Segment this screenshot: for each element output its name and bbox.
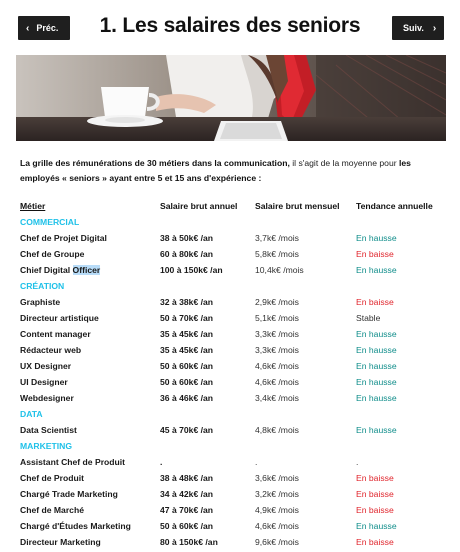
monthly-salary: 3,7k€ /mois: [255, 233, 299, 243]
monthly-salary: 3,6k€ /mois: [255, 473, 299, 483]
table-row: [0, 377, 460, 391]
section-data: DATA: [20, 409, 43, 419]
trend: En hausse: [356, 425, 397, 435]
job-name-start: Chief Digital: [20, 265, 73, 275]
monthly-salary: 3,3k€ /mois: [255, 329, 299, 339]
monthly-salary: 4,6k€ /mois: [255, 521, 299, 531]
section-marketing: MARKETING: [20, 441, 73, 451]
annual-salary: 50 à 60k€ /an: [160, 361, 214, 371]
chevron-right-icon: ›: [432, 22, 437, 34]
table-row: [0, 249, 460, 263]
next-button-label: Suiv.: [403, 23, 424, 33]
trend: En baisse: [356, 297, 394, 307]
annual-salary: 38 à 50k€ /an: [160, 233, 214, 243]
annual-salary: 100 à 150k€ /an: [160, 265, 223, 275]
trend: Stable: [356, 313, 381, 323]
monthly-salary: .: [255, 457, 258, 467]
annual-salary: 38 à 48k€ /an: [160, 473, 214, 483]
job-name: Chargé d'Études Marketing: [20, 521, 131, 531]
trend: En hausse: [356, 233, 397, 243]
header-trend: Tendance annuelle: [356, 201, 433, 211]
table-row: [0, 265, 460, 279]
trend: En hausse: [356, 265, 397, 275]
trend: En baisse: [356, 537, 394, 547]
job-name: Data Scientist: [20, 425, 77, 435]
intro-text: [20, 156, 440, 186]
table-row: [0, 329, 460, 343]
job-name: Assistant Chef de Produit: [20, 457, 126, 467]
job-name: Chef de Projet Digital: [20, 233, 107, 243]
section-commercial: COMMERCIAL: [20, 217, 80, 227]
page-title: 1. Les salaires des seniors: [99, 14, 361, 37]
prev-button-label: Préc.: [36, 23, 59, 33]
monthly-salary: 4,8k€ /mois: [255, 425, 299, 435]
annual-salary: 50 à 60k€ /an: [160, 377, 214, 387]
table-row: [0, 297, 460, 311]
annual-salary: 35 à 45k€ /an: [160, 345, 214, 355]
annual-salary: 34 à 42k€ /an: [160, 489, 214, 499]
chevron-left-icon: ‹: [26, 22, 30, 34]
trend: En hausse: [356, 393, 397, 403]
selected-text[interactable]: Officer: [72, 265, 101, 275]
trend: .: [356, 457, 359, 467]
annual-salary: .: [160, 457, 163, 467]
job-name: UI Designer: [20, 377, 68, 387]
job-name: Graphiste: [20, 297, 61, 307]
header-monthly: Salaire brut mensuel: [255, 201, 340, 211]
annual-salary: 80 à 150k€ /an: [160, 537, 218, 547]
monthly-salary: 5,8k€ /mois: [255, 249, 299, 259]
trend: En baisse: [356, 489, 394, 499]
intro-regular: il s'agit de la moyenne pour: [289, 158, 399, 168]
job-name: Chef de Produit: [20, 473, 84, 483]
annual-salary: 60 à 80k€ /an: [160, 249, 214, 259]
annual-salary: 50 à 70k€ /an: [160, 313, 214, 323]
job-name: Content manager: [20, 329, 91, 339]
table-row: [0, 489, 460, 503]
job-name: Directeur artistique: [20, 313, 99, 323]
job-name: [20, 265, 100, 275]
monthly-salary: 4,9k€ /mois: [255, 505, 299, 515]
monthly-salary: 4,6k€ /mois: [255, 361, 299, 371]
annual-salary: 47 à 70k€ /an: [160, 505, 214, 515]
job-name: Directeur Marketing: [20, 537, 101, 547]
table-row: [0, 361, 460, 375]
monthly-salary: 3,3k€ /mois: [255, 345, 299, 355]
monthly-salary: 4,6k€ /mois: [255, 377, 299, 387]
monthly-salary: 3,2k€ /mois: [255, 489, 299, 499]
trend: En baisse: [356, 473, 394, 483]
table-row: [0, 457, 460, 471]
trend: En baisse: [356, 249, 394, 259]
table-row: [0, 233, 460, 247]
table-row: [0, 393, 460, 407]
next-button[interactable]: [392, 16, 444, 40]
trend: En hausse: [356, 345, 397, 355]
trend: En hausse: [356, 521, 397, 531]
table-row: [0, 505, 460, 519]
job-name: Chargé Trade Marketing: [20, 489, 118, 499]
annual-salary: 32 à 38k€ /an: [160, 297, 214, 307]
job-name: Rédacteur web: [20, 345, 82, 355]
annual-salary: 45 à 70k€ /an: [160, 425, 214, 435]
trend: En hausse: [356, 329, 397, 339]
table-header: [0, 201, 460, 215]
table-row: [0, 425, 460, 439]
trend: En hausse: [356, 361, 397, 371]
intro-bold-2: les employés « seniors » ayant entre 5 et 15 ans d'expérience :: [20, 158, 411, 183]
hero-image: [16, 55, 446, 141]
annual-salary: 35 à 45k€ /an: [160, 329, 214, 339]
header-annual: Salaire brut annuel: [160, 201, 238, 211]
monthly-salary: 10,4k€ /mois: [255, 265, 304, 275]
table-row: [0, 345, 460, 359]
monthly-salary: 2,9k€ /mois: [255, 297, 299, 307]
monthly-salary: 5,1k€ /mois: [255, 313, 299, 323]
section-creation: CRÉATION: [20, 281, 65, 291]
table-row: [0, 473, 460, 487]
job-name: Webdesigner: [20, 393, 74, 403]
job-name: UX Designer: [20, 361, 72, 371]
monthly-salary: 3,4k€ /mois: [255, 393, 299, 403]
monthly-salary: 9,6k€ /mois: [255, 537, 299, 547]
annual-salary: 50 à 60k€ /an: [160, 521, 214, 531]
annual-salary: 36 à 46k€ /an: [160, 393, 214, 403]
trend: En baisse: [356, 505, 394, 515]
job-name: Chef de Marché: [20, 505, 84, 515]
table-row: [0, 537, 460, 551]
table-row: [0, 521, 460, 535]
trend: En hausse: [356, 377, 397, 387]
table-row: [0, 313, 460, 327]
header-job: Métier: [20, 201, 46, 211]
job-name: Chef de Groupe: [20, 249, 85, 259]
intro-bold-1: La grille des rémunérations de 30 métiers dans la communication,: [20, 158, 290, 168]
